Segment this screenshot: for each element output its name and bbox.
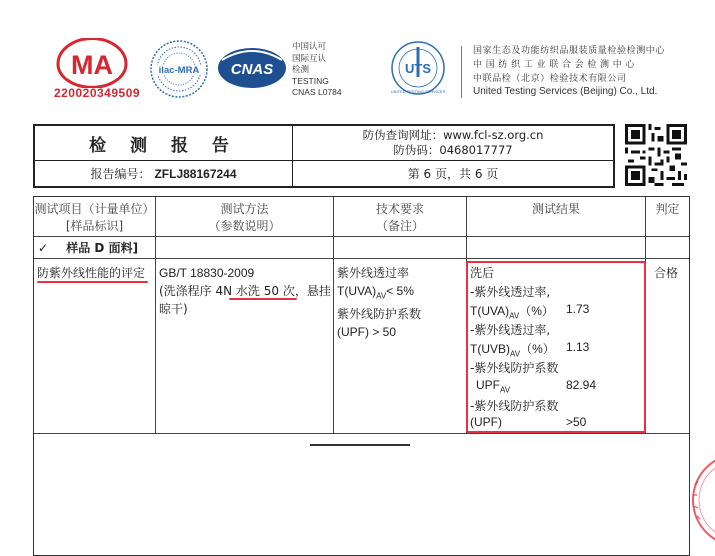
verdict: 合格 (654, 266, 679, 280)
svg-text:CNAS: CNAS (230, 61, 274, 78)
cnas-caption: 中国认可 国际互认 检测 TESTING CNAS L0784 (292, 41, 342, 98)
result-upfav: $UPF_{AV}$ (476, 378, 511, 395)
result-uva-title: -紫外线透过率, (470, 285, 551, 299)
report-number: 报告编号： ZFLJ88167244 (35, 161, 293, 186)
anti-fake-code: 防伪码：0468017777 (393, 143, 513, 157)
organization-names: 国家生态及功能纺织品服装质量检验检测中心 中 国 纺 织 工 业 联 合 会 检 测 中 心 中联品检（北京）检验技术有限公司 United Testing Services (Beijing) Co., Ltd. (473, 45, 666, 97)
row-divider (34, 433, 689, 434)
svg-text:ilac-MRA: ilac-MRA (158, 65, 200, 76)
header-divider (34, 236, 689, 237)
cma-logo (52, 38, 132, 88)
col-header-result: 测试结果 (531, 202, 580, 216)
result-uva: $T(UVA)_{AV}(\%)$ (470, 304, 554, 321)
uts-logo (389, 39, 447, 101)
anti-fake-website: 防伪查询网址：www.fcl-sz.org.cn (362, 128, 544, 142)
result-uva-value: 1.73 (566, 302, 590, 316)
check-icon: ✓ (38, 241, 49, 255)
anti-fake-info (293, 126, 613, 161)
cnas-logo (216, 44, 288, 92)
end-of-report-line (310, 444, 410, 446)
ilac-mra-logo (148, 38, 210, 100)
col-header-requirement: 技术要求 （备注） (375, 202, 424, 233)
result-upf-value: >50 (566, 415, 587, 429)
result-uvb-value: 1.13 (566, 340, 590, 354)
result-wash-label: 洗后 (470, 266, 495, 280)
result-uvb-title: -紫外线透过率, (470, 323, 551, 337)
tech-requirement: 紫外线透过率 $T(UVA)_{AV}< 5\%$ 紫外线防护系数 (UPF) > 50 (337, 266, 422, 340)
cma-number: 220020349509 (53, 86, 141, 100)
red-seal-stamp (681, 440, 715, 550)
col-header-item: 测试项目（计量单位） [样品标识] (34, 202, 155, 233)
sample-divider (34, 258, 689, 259)
test-item: 防紫外线性能的评定 (37, 266, 146, 280)
svg-text:UTS: UTS (405, 61, 431, 76)
qr-code (625, 124, 687, 186)
red-underline (229, 298, 297, 300)
svg-text:MA: MA (71, 50, 113, 80)
page-indicator: 第 6 页，共 6 页 (407, 167, 499, 181)
result-upfav-value: 82.94 (566, 378, 597, 392)
result-uvb: $T(UVB)_{AV}(\%)$ (470, 342, 555, 359)
result-upf-title: -紫外线防护系数 (470, 361, 559, 375)
logo-divider (461, 46, 462, 98)
sample-label: 样品 D 面料] (66, 241, 139, 255)
result-upf-title-2: -紫外线防护系数 (470, 399, 559, 413)
result-upf: (UPF) (470, 415, 502, 429)
report-title: 检 测 报 告 (35, 126, 293, 161)
col-header-method: 测试方法 （参数说明） (208, 202, 281, 233)
svg-text:UNITED TESTING SERVICES: UNITED TESTING SERVICES (390, 89, 446, 94)
col-header-verdict: 判定 (655, 202, 680, 216)
test-method: GB/T 18830-2009 (洗涤程序 4N 水洗 50 次，悬挂 晾干) (159, 266, 331, 316)
red-underline (37, 281, 148, 283)
sample-row (38, 239, 138, 256)
